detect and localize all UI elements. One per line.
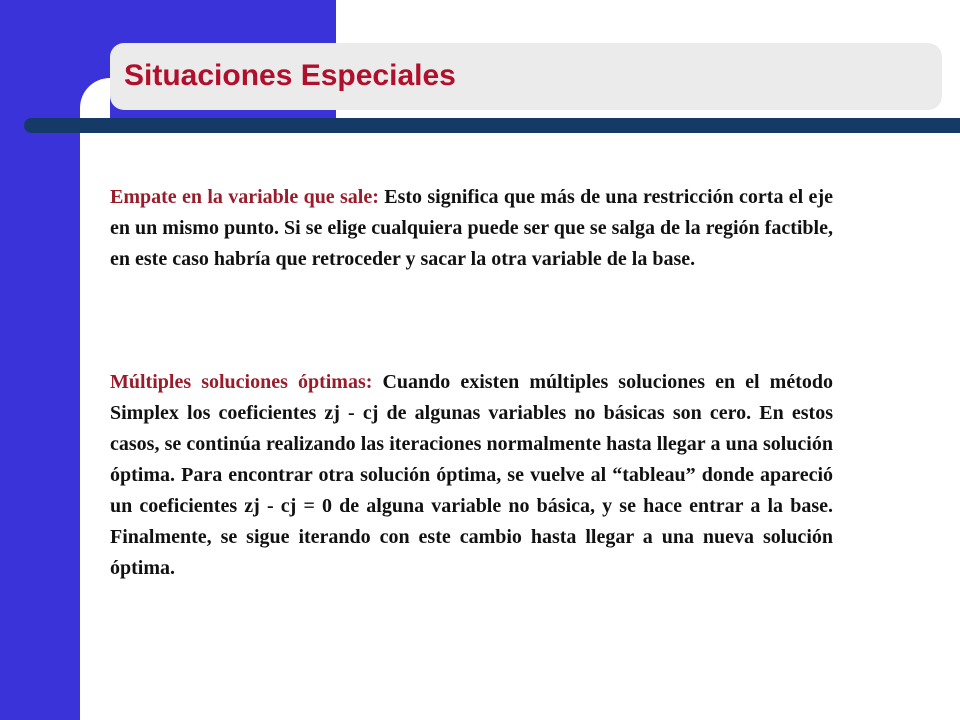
term-multiple-optimal-solutions: Múltiples soluciones óptimas: [110,371,373,393]
term-tie-leaving-variable: Empate en la variable que sale: [110,186,379,208]
text-multiple-optimal-solutions: Cuando existen múltiples soluciones en el método Simplex los coeficientes zj - cj de algunas variables no básicas son cero. En estos casos, se continúa realizando las iteraciones normalmente hasta llegar a una solución óptima. Para encontrar otra solución óptima, se vuelve al “tableau” donde apareció un coeficientes zj - cj = 0 de alguna variable no básica, y se hace entrar a la base. Finalmente, se sigue iterando con este cambio hasta llegar a una nueva solución óptima. [110,371,833,579]
paragraph-tie-leaving-variable [110,182,833,275]
left-sidebar-bar [0,0,80,720]
text-tie-leaving-variable: Esto significa que más de una restricción corta el eje en un mismo punto. Si se elige cualquiera puede ser que se salga de la región factible, en este caso habría que retroceder y sacar la otra variable de la base. [110,186,833,270]
title-divider [24,118,960,133]
paragraph-multiple-optimal-solutions [110,367,833,584]
slide-title: Situaciones Especiales [124,59,456,92]
